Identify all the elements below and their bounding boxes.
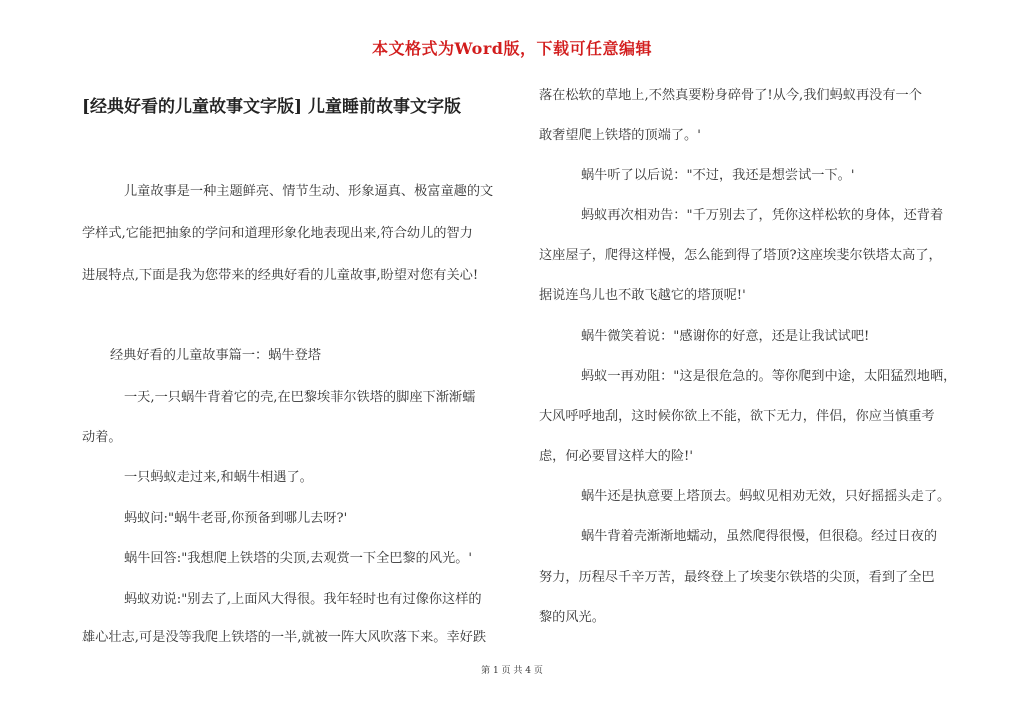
paragraph-line: 努力，历程尽千辛万苦，最终登上了埃斐尔铁塔的尖顶，看到了全巴: [539, 570, 935, 585]
paragraph-line: 蜗牛听了以后说："不过，我还是想尝试一下。': [581, 168, 855, 183]
paragraph-line: 进展特点,下面是我为您带来的经典好看的儿童故事,盼望对您有关心!: [82, 268, 479, 283]
paragraph-line: 据说连鸟儿也不敢飞越它的塔顶呢!': [539, 288, 746, 303]
page-number: 第 1 页 共 4 页: [481, 666, 543, 676]
paragraph-line: 动着。: [82, 430, 122, 445]
paragraph-line: 蜗牛回答:"我想爬上铁塔的尖顶,去观赏一下全巴黎的风光。': [124, 551, 473, 566]
paragraph-line: 大风呼呼地刮，这时候你欲上不能，欲下无力，伴侣，你应当慎重考: [539, 409, 935, 424]
paragraph-line: 一只蚂蚁走过来,和蜗牛相遇了。: [124, 470, 313, 485]
paragraph-line: 敢奢望爬上铁塔的顶端了。': [539, 128, 701, 143]
paragraph-line: 学样式,它能把抽象的学问和道理形象化地表现出来,符合幼儿的智力: [82, 226, 473, 241]
paragraph-line: 虑，何必要冒这样大的险!': [539, 449, 693, 464]
paragraph-line: 蜗牛背着壳渐渐地蠕动，虽然爬得很慢，但很稳。经过日夜的: [581, 529, 938, 544]
paragraph-line: 蚂蚁一再劝阻："这是很危急的。等你爬到中途，太阳猛烈地晒，: [581, 369, 957, 384]
paragraph-line: 儿童故事是一种主题鲜亮、情节生动、形象逼真、极富童趣的文: [124, 184, 494, 199]
paragraph-line: 蚂蚁问:"蜗牛老哥,你预备到哪儿去呀?': [124, 511, 348, 526]
paragraph-line: 蚂蚁劝说:"别去了,上面风大得很。我年轻时也有过像你这样的: [124, 592, 482, 607]
paragraph-line: 蚂蚁再次相劝告："千万别去了，凭你这样松软的身体，还背着: [581, 208, 944, 223]
paragraph-line: 雄心壮志,可是没等我爬上铁塔的一半,就被一阵大风吹落下来。幸好跌: [82, 630, 487, 645]
paragraph-line: 黎的风光。: [539, 610, 605, 625]
paragraph-line: 落在松软的草地上,不然真要粉身碎骨了!从今,我们蚂蚁再没有一个: [539, 88, 922, 103]
document-title: [经典好看的儿童故事文字版] 儿童睡前故事文字版: [82, 97, 462, 117]
editable-banner: 本文格式为Word版，下载可任意编辑: [372, 39, 652, 58]
paragraph-line: 蜗牛微笑着说："感谢你的好意，还是让我试试吧!: [581, 329, 870, 344]
paragraph-line: 这座屋子，爬得这样慢，怎么能到得了塔顶?这座埃斐尔铁塔太高了，: [539, 248, 942, 263]
section-heading: 经典好看的儿童故事篇一：蜗牛登塔: [110, 348, 321, 363]
paragraph-line: 一天,一只蜗牛背着它的壳,在巴黎埃菲尔铁塔的脚座下渐渐蠕: [124, 390, 476, 405]
paragraph-line: 蜗牛还是执意要上塔顶去。蚂蚁见相劝无效，只好摇摇头走了。: [581, 489, 951, 504]
